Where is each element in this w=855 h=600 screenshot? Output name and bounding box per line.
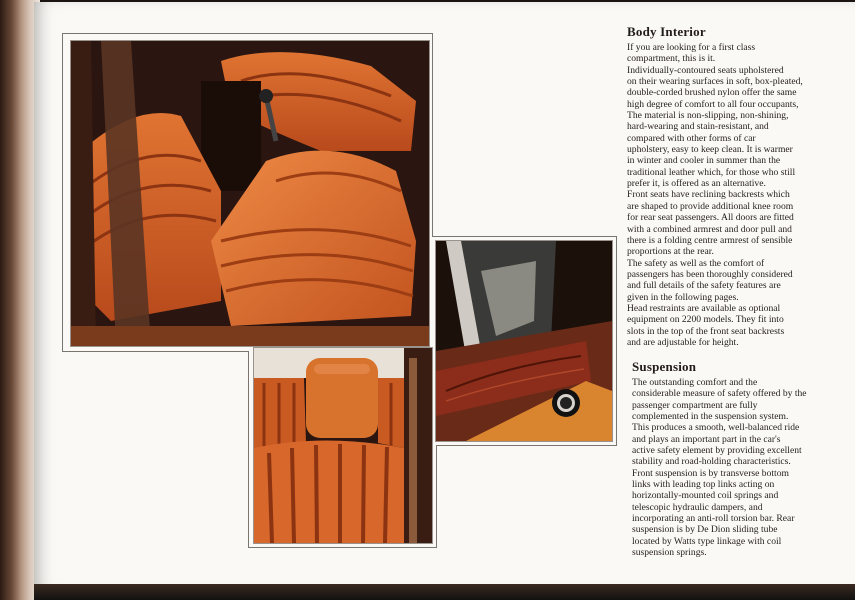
body-interior-heading: Body Interior <box>627 24 706 39</box>
frame-line <box>62 33 63 351</box>
frame-line <box>436 445 617 446</box>
rear-seat-photo <box>253 347 433 544</box>
frame-line <box>432 236 616 237</box>
suspension-heading: Suspension <box>632 359 697 374</box>
frame-line <box>248 547 436 548</box>
body-interior-text: If you are looking for a first class compartment, this is it. Individually-contoured seats upholstered on their wearing surfaces in soft, box-pleated, double-corded brushed nylon offer the same high degree of comfort to all four occupants, The material is non-slipping, non-shining, hard-wearing and stain-resistant, and compared with other forms of car upholstery, easy to keep clean. It is warmer in winter and cooler in summer than the traditional leather which, for those who still prefer it, is offered as an alternative. Front seats have reclining backrests which are shaped to provide additional knee room for rear seat passengers. All doors are fitted with a combined armrest and door pull and there is a folding centre armrest of sensible proportions at the rear. The safety as well as the comfort of passengers has been thoroughly considered and full details of the safety features are given in the following pages. Head restraints are available as optional equipment on 2200 models. They fit into slots in the top of the front seat backrests and are adjustable for height. <box>627 42 803 348</box>
frame-line <box>432 33 433 236</box>
page-bottom-shadow <box>34 584 855 600</box>
frame-line <box>62 33 432 34</box>
front-seats-photo <box>70 40 430 347</box>
frame-line <box>62 351 248 352</box>
frame-line <box>436 445 437 548</box>
suspension-section <box>632 359 832 559</box>
frame-line <box>616 236 617 445</box>
body-interior-section <box>627 24 827 348</box>
door-armrest-photo <box>435 240 613 442</box>
suspension-text: The outstanding comfort and the considerable measure of safety offered by the passenger compartment are fully complemented in the suspension system. This produces a smooth, well-balanced ride and plays an important part in the car's active safety element by providing excellent stability and road-holding characteristics. Front suspension is by transverse bottom links with leading top links acting on horizontally-mounted coil springs and telescopic hydraulic dampers, and incorporating an anti-roll torsion bar. Rear suspension is by De Dion sliding tube located by Watts type linkage with coil suspension springs. <box>632 377 807 559</box>
frame-line <box>248 351 249 547</box>
